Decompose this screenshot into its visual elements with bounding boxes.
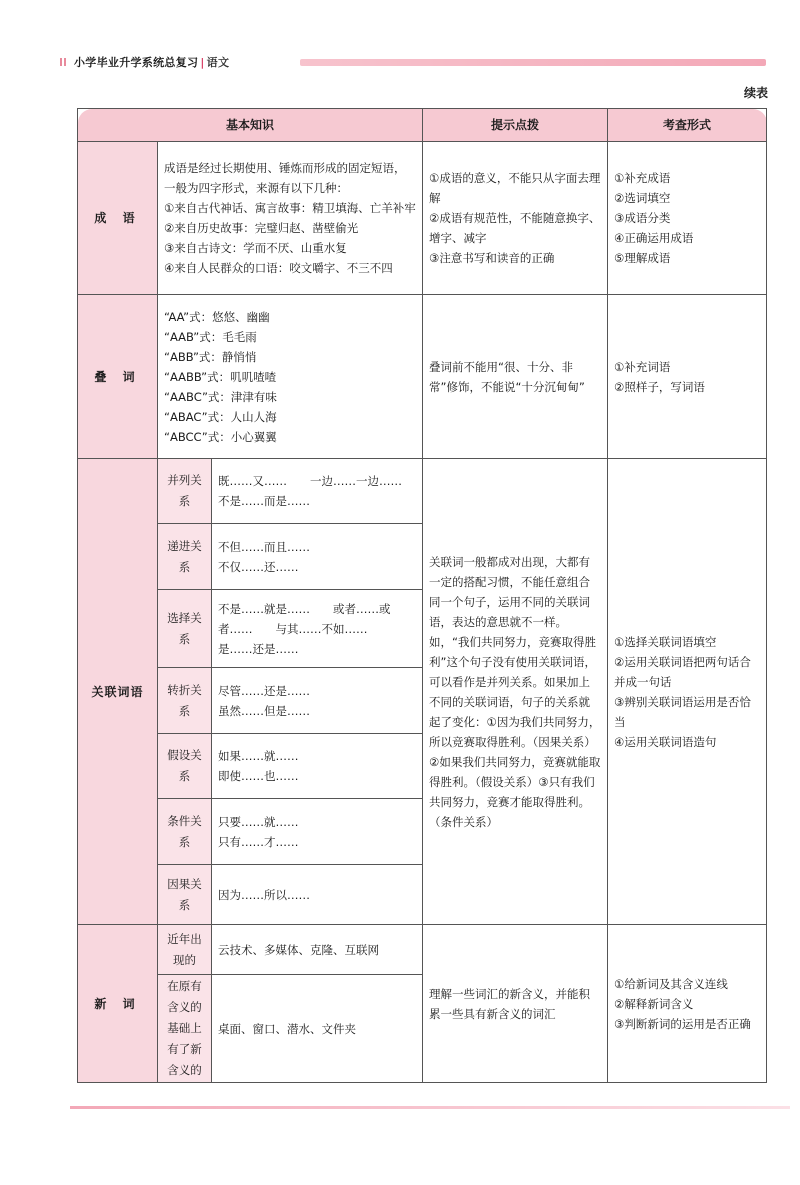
knowledge-chengyu: 成语是经过长期使用、锤炼而形成的固定短语，一般为四字形式，来源有以下几种： ①来自古代神话、寓言故事：精卫填海、亡羊补牢 ②来自历史故事：完璧归赵、凿壁偷光 ③来自古诗文：学而不厌、山重水复 ④来自人民群众的口语：咬文嚼字、不三不四 [158,142,423,295]
page-header [60,56,766,68]
exam-guanlian [608,459,767,925]
exam-item: ④正确运用成语 [614,231,694,245]
header-exam-forms: 考查形式 [608,109,767,142]
category-guanlian: 关联词语 [78,459,158,925]
knowledge-dieci: “AA”式：悠悠、幽幽 “AAB”式：毛毛雨 “ABB”式：静悄悄 “AABB”式：叽叽喳喳 “AABC”式：津津有味 “ABAC”式：人山人海 “ABCC”式：小心翼翼 [158,295,423,459]
relation-type: 递进关系 [158,524,212,590]
relation-examples: 如果……就…… 即使……也…… [212,734,423,799]
exam-item: ①补充词语 [614,359,671,374]
header-pink-line [300,59,766,66]
table-row-xinci-recent [78,925,767,975]
relation-type: 因果关系 [158,865,212,925]
knowledge-table-wrapper [77,108,766,1083]
exam-xinci [608,925,767,1083]
exam-item: ①补充成语 [614,171,671,185]
exam-item: ③成语分类 [614,211,671,225]
header-title-block [74,54,233,70]
relation-examples: 尽管……还是…… 虽然……但是…… [212,668,423,734]
exam-chengyu [608,142,767,295]
knowledge-table [77,108,767,1083]
tips-dieci [423,295,608,459]
table-row-guanlian-bingle [78,459,767,524]
exam-item: ③判断新词的运用是否正确 [614,1016,751,1031]
exam-dieci [608,295,767,459]
tips-guanlian: 关联词一般都成对出现，大都有一定的搭配习惯，不能任意组合 同一个句子，运用不同的关联词语，表达的意思就不一样。如，“我们共同努力，竞赛取得胜利”这个句子没有使用关联词语，可以看作是并列关系。如果加上不同的关联词语，句子的关系就起了变化：①因为我们共同努力，所以竞赛取得胜利。（因果关系）②如果我们共同努力，竞赛就能取得胜利。（假设关系）③只有我们共同努力，竞赛才能取得胜利。（条件关系） [423,459,608,925]
category-xinci: 新 词 [78,925,158,1083]
tip-item: ②成语有规范性，不能随意换字、增字、减字 [429,211,601,245]
header-stripe-decoration [60,58,68,66]
header-tips: 提示点拨 [423,109,608,142]
newword-examples: 云技术、多媒体、克隆、互联网 [212,925,423,975]
newword-type: 近年出现的 [158,925,212,975]
table-header-row [78,109,767,142]
category-dieci: 叠 词 [78,295,158,459]
category-chengyu: 成 语 [78,142,158,295]
relation-examples: 不但……而且…… 不仅……还…… [212,524,423,590]
newword-type: 在原有含义的基础上有了新含义的 [158,975,212,1083]
exam-item: ②照样子，写词语 [614,379,705,394]
exam-item: ⑤理解成语 [614,251,671,265]
newword-examples: 桌面、窗口、潜水、文件夹 [212,975,423,1083]
tips-xinci: 理解一些词汇的新含义，并能积累一些具有新含义的词汇 [423,925,608,1083]
tip-item: ③注意书写和读音的正确 [429,251,555,265]
tips-chengyu [423,142,608,295]
tip-item: ①成语的意义，不能只从字面去理解 [429,171,601,205]
exam-item: ④运用关联词语造句 [614,734,717,749]
exam-item: ①选择关联词语填空 [614,634,717,649]
relation-examples: 因为……所以…… [212,865,423,925]
exam-item: ①给新词及其含义连线 [614,976,728,991]
footer-pink-line [70,1106,790,1109]
relation-examples: 只要……就…… 只有……才…… [212,799,423,865]
relation-type: 假设关系 [158,734,212,799]
continued-label: 续表 [743,86,768,100]
header-basic-knowledge: 基本知识 [78,109,423,142]
subject-label: 语文 [206,56,230,69]
exam-item: ②解释新词含义 [614,996,694,1011]
relation-type: 并列关系 [158,459,212,524]
exam-item: ③辨别关联词语运用是否恰当 [614,694,751,729]
book-title: 小学毕业升学系统总复习 [74,56,199,69]
table-row-dieci [78,295,767,459]
exam-item: ②运用关联词语把两句话合并成一句话 [614,654,751,689]
relation-examples: 既……又…… 一边……一边…… 不是……而是…… [212,459,423,524]
relation-type: 条件关系 [158,799,212,865]
relation-type: 选择关系 [158,590,212,668]
relation-examples: 不是……就是…… 或者……或者…… 与其……不如…… 是……还是…… [212,590,423,668]
relation-type: 转折关系 [158,668,212,734]
tip-item: 叠词前不能用“很、十分、非常”修饰，不能说“十分沉甸甸” [429,359,585,394]
exam-item: ②选词填空 [614,191,671,205]
table-row-chengyu [78,142,767,295]
header-separator: | [200,56,205,69]
